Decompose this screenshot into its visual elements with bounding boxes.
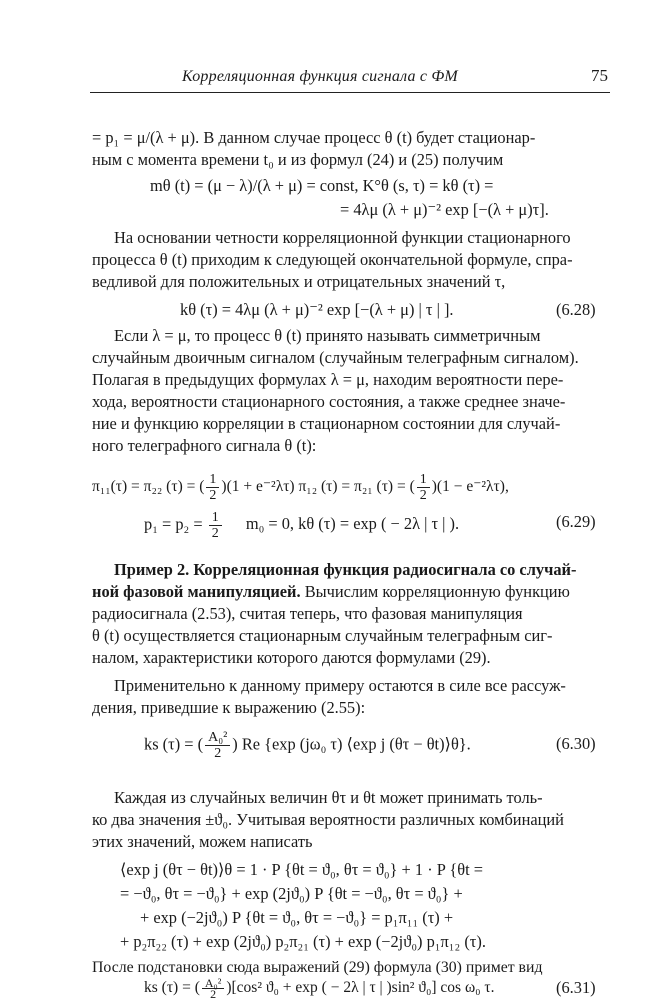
text-line: Каждая из случайных величин θτ и θt может принимать толь- [114,788,543,807]
equation-number: (6.31) [556,978,596,997]
text-line: Применительно к данному примеру остаются в силе все рассуж- [114,676,566,695]
text-line: = p₁ = μ/(λ + μ). В данном случае процесс θ (t) будет стационар- [92,128,536,147]
equation-6-28: kθ (τ) = 4λμ (λ + μ)⁻² exp [−(λ + μ) | τ | ]. [180,300,454,319]
equation-line: + p₂π₂₂ (τ) + exp (2jϑ₀) p₂π₂₁ (τ) + exp (−2jϑ₀) p₁π₁₂ (τ). [120,932,486,951]
example-heading: Пример 2. Корреляционная функция радиосигнала со случай- [114,560,577,579]
text-line: После подстановки сюда выражений (29) формула (30) примет вид [92,959,543,976]
equation-number: (6.29) [556,512,596,531]
running-header [90,62,610,93]
equation-6-29a: π₁₁(τ) = π₂₂ (τ) = ( $\frac{1}{2}$ )(1 + e⁻²λτ) π₁₂ (τ) = π₂₁ (τ) = ( $\frac{1}{2}$ )(1 − e⁻²λτ), [92,472,509,503]
text-line: ведливой для положительных и отрицательных значений τ, [92,272,506,291]
equation-line: = 4λμ (λ + μ)⁻² exp [−(λ + μ)τ]. [340,200,549,219]
equation-line: = −ϑ₀, θτ = −ϑ₀} + exp (2jϑ₀) P {θt = −ϑ₀, θτ = ϑ₀} + [120,884,463,903]
text-line: случайным двоичным сигналом (случайным телеграфным сигналом). [92,348,579,367]
text-line: ного телеграфного сигнала θ (t): [92,436,317,455]
text-line: ко два значения ±ϑ₀. Учитывая вероятности различных комбинаций [92,810,564,829]
page-number: 75 [591,66,608,85]
text-line: Если λ = μ, то процесс θ (t) принято называть симметричным [114,326,541,345]
text-line: этих значений, можем написать [92,832,313,851]
text-line: дения, приведшие к выражению (2.55): [92,698,366,717]
text-line: θ (t) осуществляется стационарным случайным телеграфным сиг- [92,626,553,645]
text-line: хода, вероятности стационарного состояния, а также среднее значе- [92,392,566,411]
equation-number: (6.30) [556,734,596,753]
equation-line: + exp (−2jϑ₀) P {θt = ϑ₀, θτ = −ϑ₀} = p₁π₁₁ (τ) + [140,908,454,927]
text-line: процесса θ (t) приходим к следующей окончательной формуле, спра- [92,250,573,269]
equation-line: mθ (t) = (μ − λ)/(λ + μ) = const, K°θ (s, τ) = kθ (τ) = [150,176,494,195]
text-line: Полагая в предыдущих формулах λ = μ, находим вероятности пере- [92,370,564,389]
text-line: ным с момента времени t₀ и из формул (24) и (25) получим [92,150,504,169]
text-line: ние и функцию корреляции в стационарном состоянии для случай- [92,414,561,433]
text-line: ной фазовой манипуляцией. Вычислим корреляционную функцию [92,582,570,601]
text-line: налом, характеристики которого даются формулами (29). [92,648,491,667]
equation-6-30: ks (τ) = ( $\frac{\text{A₀²}}{2}$ ) Re {exp (jω₀ τ) ⟨exp j (θτ − θt)⟩θ}. [144,730,471,761]
equation-line: ⟨exp j (θτ − θt)⟩θ = 1 · P {θt = ϑ₀, θτ = ϑ₀} + 1 · P {θt = [120,860,483,879]
running-title: Корреляционная функция сигнала с ФМ [182,68,458,85]
text-line: На основании четности корреляционной функции стационарного [114,228,571,247]
equation-6-31: ks (τ) = ( $\frac{\text{A₀²}}{2}$ )[cos² ϑ₀ + exp ( − 2λ | τ | )sin² ϑ₀] cos ω₀ τ. [144,976,495,1001]
text-line: радиосигнала (2.53), считая теперь, что фазовая манипуляция [92,604,523,623]
equation-number: (6.28) [556,300,596,319]
equation-6-29b: p₁ = p₂ = $\frac{1}{2}$ m₀ = 0, kθ (τ) = exp ( − 2λ | τ | ). [144,510,460,541]
